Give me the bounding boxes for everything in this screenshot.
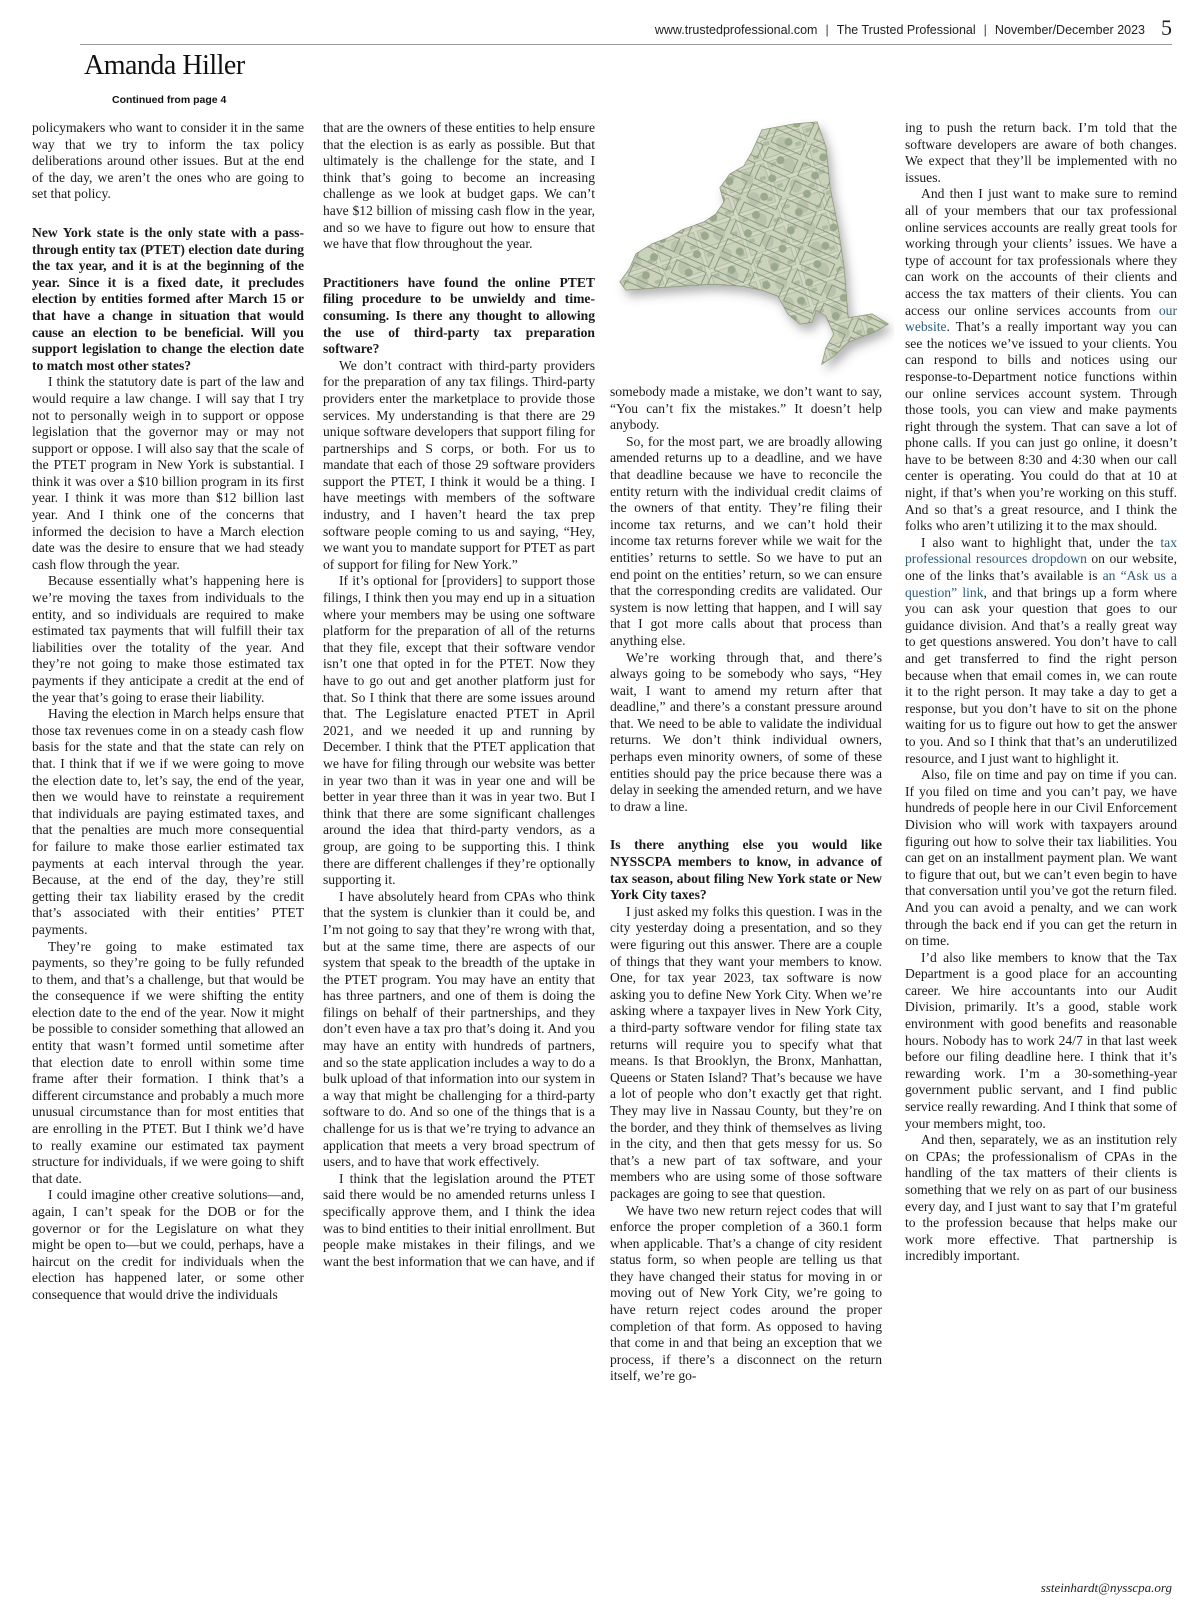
paragraph: Because essentially what’s happening here is we’re moving the taxes from individuals to the entity, and so individuals are required to make estimated tax payments that will fulfill their tax liabilities over the totality of the year. And they’re not going to make those estimated tax payments if they anticipate a credit at the end of the year that’s going to erase their liability. [32, 573, 304, 705]
paragraph: Having the election in March helps ensure that those tax revenues come in on a steady cash flow basis for the state and that the state can rely on that. I think that if we if we were going to move the election date to, let’s say, the end of the year, then we would have to reinstate a requirement that individuals are paying estimated taxes, and that the penalties are much more consequential for failure to make those earlier estimated tax payments at each interval through the year. Because, at the end of the day, they’re still getting their tax liability erased by the credit that’s associated with their entities’ PTET payments. [32, 706, 304, 937]
paragraph [905, 535, 1177, 767]
new-york-state-map-icon [612, 118, 894, 380]
our-website-link[interactable]: our website [905, 302, 1177, 335]
paragraph: I could imagine other creative solutions—and, again, I can’t speak for the DOB or for the governor or for the Legislature on what they might be open to—but we could, perhaps, have a haircut on the credit for individuals when the election has happened later, or some other consequence that would drive the individuals [32, 1187, 304, 1302]
interview-question: Practitioners have found the online PTET filing procedure to be unwieldy and time-consuming. Is there any thought to allowing the use of third-party tax preparation software? [323, 274, 595, 357]
page-header [80, 14, 1172, 45]
paragraph: They’re going to make estimated tax payments, so they’re going to be fully refunded to them, and that’s a challenge, but that would be the consequence if we were shifting the entity election date to the end of the year. Now it might be possible to consider something that allowed an entity that wasn’t formed until sometime after that election date to enroll within some time frame after their formation. I think that’s a different circumstance and probably a much more unusual circumstance than for most entities that are enrolling in the PTET. But I think we’d have to really examine our estimated tax payment structure for individuals, if we were going to shift that date. [32, 938, 304, 1186]
paragraph: somebody made a mistake, we don’t want to say, “You can’t fix the mistakes.” It doesn’t help anybody. [610, 384, 882, 433]
publication-name: The Trusted Professional [836, 23, 976, 37]
author-email-signature[interactable]: ssteinhardt@nysscpa.org [1040, 1580, 1172, 1595]
paragraph: that are the owners of these entities to help ensure that the election is as early as possible. But that ultimately is the challenge for the state, and I think that’s going to become an increasing challenge as we look at budget gaps. We can’t have $12 billion of missing cash flow in the year, and so we have to figure out how to ensure that we have that flow throughout the year. [323, 120, 595, 252]
paragraph: So, for the most part, we are broadly allowing amended returns up to a deadline, and we have that deadline because we have to reconcile the entity return with the individual credit claims of the owners of that entity. They’re filing their income tax returns, and we can’t hold their income tax returns forever while we wait for the entities’ returns to settle. So we have to put an end point on the entities’ return, so we can ensure that the corresponding credits are validated. Our system is now letting that happen, and I will say that I got more calls about that process than anything else. [610, 433, 882, 648]
paragraph-text: . That’s a really important way you can see the notices we’ve issued to your clients. You can respond to bills and notices using our response-to-Department notice functions within our online services account system. Through those tools, you can view and make payments right through the system. That can save a lot of phone calls. If you can just go online, it doesn’t have to be between 8:30 and 4:30 when our call center is operating. You could do that at 10 at night, if that’s when you’re working on this stuff. And so that’s a great resource, and I think the folks who aren’t utilizing it to the max should. [905, 319, 1177, 534]
paragraph: If it’s optional for [providers] to support those filings, I think then you may end up in a situation where your members may be using one software platform for the preparation of all of the returns that they file, except that their software vendor isn’t one that opted in for the PTET. Now they have to go out and get another platform just for that. So I think that there are some issues around that. The Legislature enacted PTET in April 2021, and we needed it up and running by December. I think that the PTET application that we have for filing through our website was better in year two than it was in year one and will be better in year three than it was in year two. But I think that there are some significant challenges around the idea that third-party vendors, as a group, are going to be supporting this. I think there are different challenges if they’re optionally supporting it. [323, 573, 595, 888]
article-column-3 [610, 384, 882, 1385]
paragraph: I think that the legislation around the PTET said there would be no amended returns unless I specifically approve them, and I think the idea was to bind entities to their initial enrollment. But people make mistakes in their filings, and we want the best information that we can have, and if [323, 1170, 595, 1269]
paragraph: We have two new return reject codes that will enforce the proper completion of a 360.1 form when applicable. That’s a change of city resident status form, so when people are telling us that they have changed their status for moving in or moving out of New York City, we’re going to have return reject codes around the proper completion of that form. As opposed to having that come in and that being an exception that we process, if there’s a disconnect on the return itself, we’re go- [610, 1202, 882, 1384]
paragraph: I think the statutory date is part of the law and would require a law change. I will say that I try not to personally weigh in to support or oppose legislation that the governor may or may not support or oppose. I will also say that the scale of the PTET program in New York is substantial. I think it was over a $10 billion program in its first year. I think it was more than $12 billion last year. And I think one of the concerns that informed the decision to have a March election date was the desire to ensure that we had steady cash flow through the year. [32, 374, 304, 572]
paragraph: We don’t contract with third-party providers for the preparation of any tax filings. Third-party providers enter the marketplace to provide those services. My understanding is that there are 29 unique software developers that support filing for partnerships and S corps, or both. For us to mandate that each of those 29 software providers support the PTET, I think it would be a thing. I have meetings with members of the software industry, and I haven’t heard the tax prep software people coming to us and saying, “Hey, we want you to mandate support for PTET as part of support for filing for New York.” [323, 357, 595, 572]
interview-question: Is there anything else you would like NYSSCPA members to know, in advance of tax season, about filing New York state or New York City taxes? [610, 837, 882, 903]
author-name: Amanda Hiller [84, 50, 245, 81]
paragraph [905, 186, 1177, 534]
header-info [655, 14, 1172, 40]
website-url[interactable]: www.trustedprofessional.com [654, 23, 818, 37]
paragraph: We’re working through that, and there’s always going to be somebody who says, “Hey wait, I want to amend my return after that deadline,” and there’s a constant pressure around that. We need to be able to validate the individual returns. We don’t think individual owners, perhaps even minority owners, of some of these entities should pay the price because there was a delay in seeking the amended return, and we have to draw a line. [610, 649, 882, 814]
paragraph-text: , and that brings up a form where you can ask your question that goes to our guidance division. And that’s a really great way to get questions answered. You don’t have to call and get transferred to find the right person because when that email comes in, we can route it to the right person. It may take a day to get a response, but you don’t have to sit on the phone waiting for us to figure out how to get the answer to you. And so I think that that’s an underutilized resource, and I just want to highlight it. [905, 584, 1177, 766]
paragraph-text: And then I just want to make sure to remind all of your members that our tax professional online services accounts are really great tools for working through your clients’ issues. We have a type of account for tax professionals where they can work on the accounts of their clients and access the tax matters of their clients. You can access our online services accounts from [905, 186, 1177, 318]
header-separator: | [825, 23, 829, 37]
header-separator: | [983, 23, 987, 37]
interview-question: New York state is the only state with a pass-through entity tax (PTET) election date during the tax year, and it is at the beginning of the year. Since it is a fixed date, it precludes election by entities formed after March 15 or that have a change in situation that would cause an election to be beneficial. Will you support legislation to change the election date to match most other states? [32, 224, 304, 373]
paragraph: And then, separately, we as an institution rely on CPAs; the professionalism of CPAs in the handling of the tax matters of their clients is something that we rely on as part of our business every day, and I just want to say that I’m grateful to the profession because that helps make our work more effective. That partnership is incredibly important. [905, 1132, 1177, 1264]
paragraph: I have absolutely heard from CPAs who think that the system is clunkier than it could be, and I’m not going to say that they’re wrong with that, but at the same time, there are aspects of our system that speak to the breadth of the uptake in the PTET program. You may have an entity that has three partners, and one of them is doing the filings on behalf of their partnerships, and they don’t even have a tax pro that’s doing it. And you may have an entity with hundreds of partners, and so the state application includes a way to do a bulk upload of that information into our system in a way that might be challenging for a third-party software to do. And so one of the things that is a challenge for us is that we’re trying to advance an application that meets a very broad spectrum of users, and to have that work effectively. [323, 888, 595, 1170]
new-york-money-map-image [612, 118, 894, 380]
paragraph: I’d also like members to know that the Tax Department is a good place for an accounting career. We hire accountants into our Audit Division, primarily. It’s a good, stable work environment with good benefits and reasonable hours. Nobody has to work 24/7 in that last week before our filing deadline here. I think that it’s rewarding work. I’m a 30-something-year government public servant, and I find public service really rewarding. And I think that some of your members might, too. [905, 949, 1177, 1131]
article-column-2 [323, 120, 595, 1270]
paragraph-text: on our website, one of the links that’s available is [905, 551, 1177, 584]
ask-us-a-question-link[interactable]: an “Ask us a question” link [905, 568, 1177, 600]
paragraph: I just asked my folks this question. I was in the city yesterday doing a presentation, and so they were figuring out this answer. There are a couple of things that they want your members to know. One, for tax year 2023, tax software is now asking you to define New York City. When we’re asking where a taxpayer lives in New York City, a third-party software vendor for filing state tax returns will require you to specify what that means. Is that Brooklyn, the Bronx, Manhattan, Queens or Staten Island? That’s because we have a lot of people who don’t exactly get that right. They may live in Nassau County, but they’re on the border, and they think of themselves as living in the city, and then that gets messy for us. So that’s a new part of tax software, and your members who are using some of those software packages are going to see that question. [610, 903, 882, 1201]
page-number: 5 [1161, 15, 1172, 40]
paragraph: ing to push the return back. I’m told that the software developers are aware of both changes. We expect that they’ll be implemented with no issues. [905, 120, 1177, 185]
issue-date: November/December 2023 [994, 23, 1145, 37]
tax-professional-resources-link[interactable]: tax professional resources dropdown [905, 534, 1177, 567]
paragraph: Also, file on time and pay on time if you can. If you filed on time and you can’t pay, we have hundreds of people here in our Civil Enforcement Division who will work with taxpayers around figuring out how to solve their tax liabilities. You can get on an installment payment plan. We want to figure that out, but we can’t even begin to have that conversation until you’ve got the return filed. And you can avoid a penalty, and we can work through the back end if you can get the return in on time. [905, 767, 1177, 949]
paragraph: policymakers who want to consider it in the same way that we try to inform the tax policy deliberations around other issues. But at the end of the day, we aren’t the ones who are going to set that policy. [32, 120, 304, 202]
article-column-4 [905, 120, 1177, 1265]
continued-from-note[interactable]: Continued from page 4 [112, 94, 227, 106]
article-column-1 [32, 120, 304, 1304]
paragraph-text: I also want to highlight that, under the [921, 534, 1161, 550]
